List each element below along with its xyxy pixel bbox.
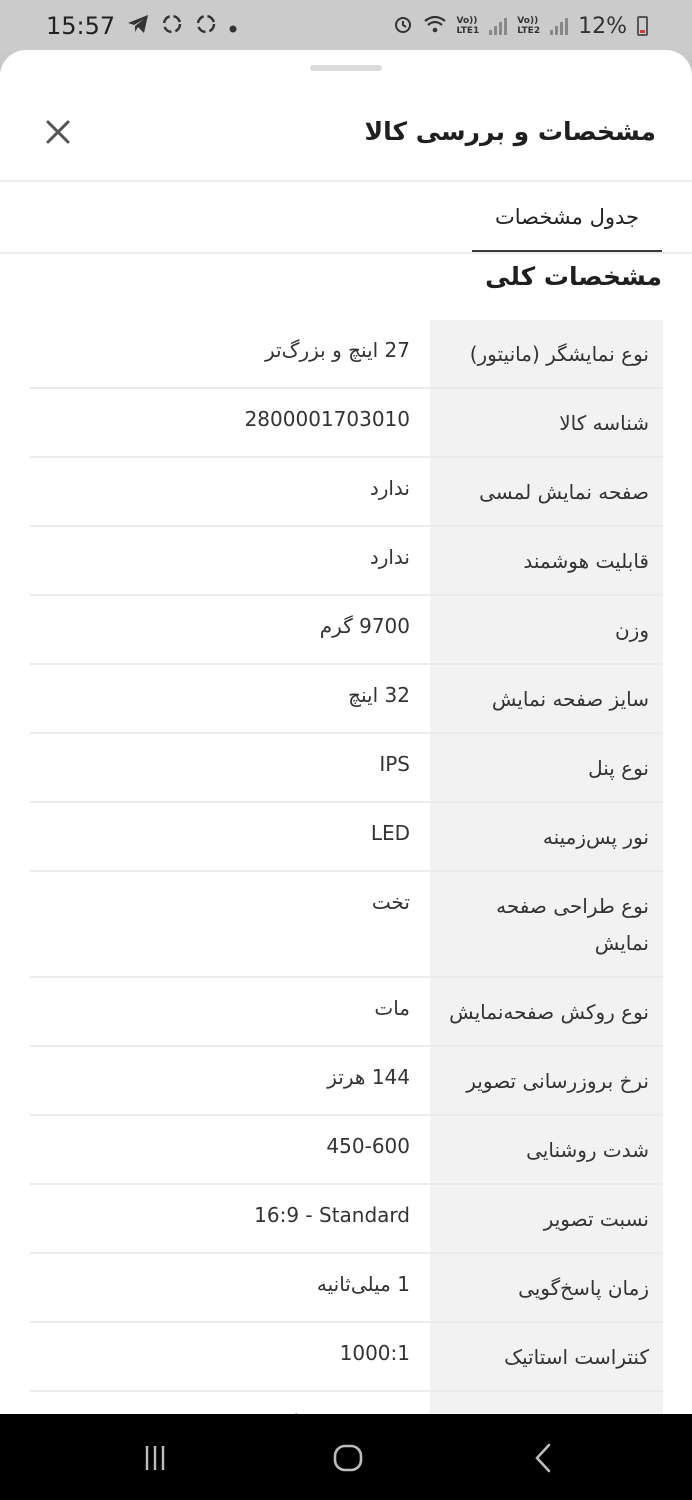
spec-key: نوع روکش صفحه‌نمایش xyxy=(430,978,663,1045)
spec-key: زمان پاسخ‌گویی xyxy=(430,1254,663,1321)
sheet-title: مشخصات و بررسی کالا xyxy=(364,117,656,146)
spec-key: نوع نمایشگر (مانیتور) xyxy=(430,320,663,387)
spec-key: صفحه نمایش لمسی xyxy=(430,458,663,525)
drag-handle[interactable] xyxy=(310,65,382,71)
close-icon xyxy=(45,119,71,145)
spec-value: ندارد xyxy=(369,476,410,500)
spec-value: تخت xyxy=(371,890,410,914)
spec-value: 27 اینچ و بزرگ‌تر xyxy=(264,338,410,362)
status-right xyxy=(393,14,649,39)
spec-value: IPS xyxy=(379,752,410,776)
sync-icon-2 xyxy=(195,13,217,40)
spec-table xyxy=(30,320,663,1461)
spec-row xyxy=(30,1047,663,1116)
volte-label: Vo)) xyxy=(456,16,478,26)
spec-row xyxy=(30,320,663,389)
spec-value: LED xyxy=(370,821,410,845)
spec-value: 144 هرتز xyxy=(327,1065,410,1089)
spec-key: نسبت تصویر xyxy=(430,1185,663,1252)
telegram-icon xyxy=(127,14,149,39)
spec-value: 16:9 - Standard xyxy=(254,1203,410,1227)
spec-value: 1000:1 xyxy=(339,1341,410,1365)
battery-percent: 12% xyxy=(578,13,627,39)
tab-spec-table[interactable]: جدول مشخصات xyxy=(472,184,662,252)
back-icon xyxy=(531,1442,555,1474)
spec-row xyxy=(30,458,663,527)
close-button[interactable] xyxy=(40,114,76,150)
recent-apps-button[interactable] xyxy=(135,1442,175,1474)
bottom-sheet xyxy=(0,50,692,1414)
tab-bar xyxy=(0,184,692,254)
battery-icon xyxy=(637,16,648,36)
lte1-label: LTE1 xyxy=(456,26,480,36)
spec-key: نوع پنل xyxy=(430,734,663,801)
sim2-label xyxy=(517,16,540,36)
sync-icon xyxy=(161,13,183,40)
home-icon xyxy=(332,1442,364,1474)
spec-row xyxy=(30,1254,663,1323)
signal-icon xyxy=(489,17,507,35)
spec-row xyxy=(30,978,663,1047)
sim1-label xyxy=(457,16,480,36)
spec-row xyxy=(30,734,663,803)
spec-value: 2800001703010 xyxy=(244,407,410,431)
volte-label-2: Vo)) xyxy=(517,16,539,26)
spec-row xyxy=(30,803,663,872)
signal-icon-2 xyxy=(550,17,568,35)
spec-value: 32 اینچ xyxy=(348,683,410,707)
lte2-label: LTE2 xyxy=(517,26,541,36)
wifi-icon xyxy=(423,14,447,38)
spec-row xyxy=(30,1116,663,1185)
spec-key: نوع طراحی صفحه نمایش xyxy=(430,872,663,976)
spec-row xyxy=(30,596,663,665)
spec-key: شدت روشنایی xyxy=(430,1116,663,1183)
spec-key: نور پس‌زمینه xyxy=(430,803,663,870)
spec-row xyxy=(30,872,663,978)
sheet-header xyxy=(0,100,692,182)
spec-key: سایز صفحه نمایش xyxy=(430,665,663,732)
spec-key: نرخ بروزرسانی تصویر xyxy=(430,1047,663,1114)
spec-row xyxy=(30,1185,663,1254)
status-left xyxy=(46,12,237,40)
spec-key: وزن xyxy=(430,596,663,663)
home-button[interactable] xyxy=(328,1442,368,1474)
spec-value: 1 میلی‌ثانیه xyxy=(316,1272,410,1296)
status-bar xyxy=(0,0,692,52)
alarm-icon xyxy=(393,14,413,38)
spec-row xyxy=(30,1323,663,1392)
spec-value: مات xyxy=(374,996,410,1020)
notification-dot-icon xyxy=(229,14,237,38)
spec-value: ندارد xyxy=(369,545,410,569)
spec-row xyxy=(30,665,663,734)
spec-key: قابلیت هوشمند xyxy=(430,527,663,594)
system-nav-bar xyxy=(0,1414,692,1500)
clock: 15:57 xyxy=(46,12,116,40)
back-button[interactable] xyxy=(523,1442,563,1474)
spec-key: شناسه کالا xyxy=(430,389,663,456)
section-title: مشخصات کلی xyxy=(485,262,662,291)
spec-row xyxy=(30,527,663,596)
spec-value: 450-600 xyxy=(326,1134,410,1158)
spec-value: 9700 گرم xyxy=(319,614,410,638)
spec-key: کنتراست استاتیک xyxy=(430,1323,663,1390)
spec-row xyxy=(30,389,663,458)
recent-apps-icon xyxy=(140,1443,170,1473)
